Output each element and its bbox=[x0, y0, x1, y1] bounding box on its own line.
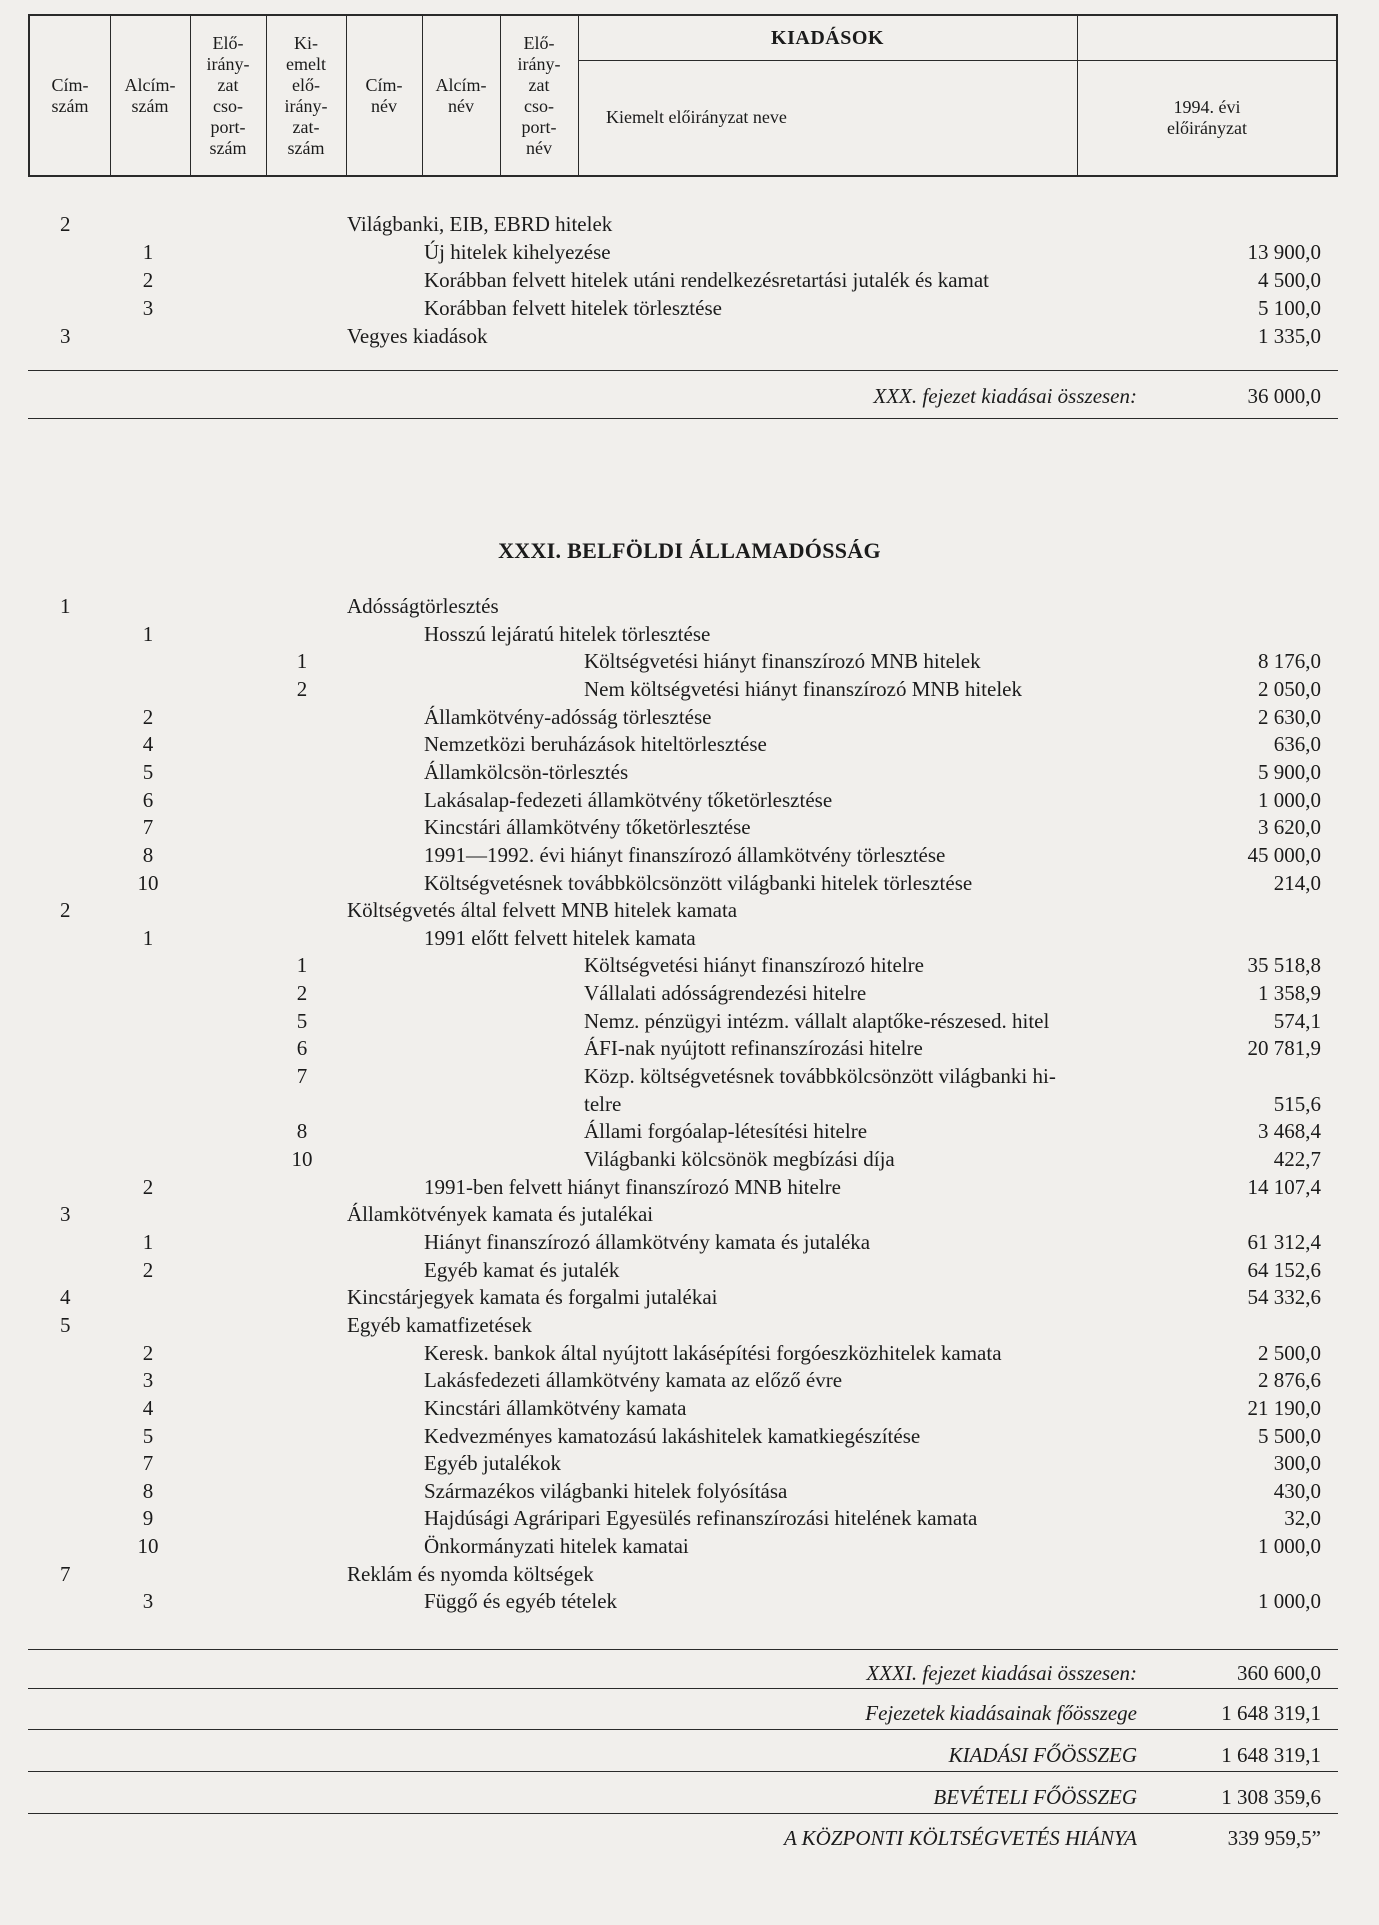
item-amount: 300,0 bbox=[1273, 1451, 1321, 1476]
total-value: 339 959,5” bbox=[1227, 1826, 1321, 1850]
total-row bbox=[0, 1821, 1379, 1855]
table-row bbox=[0, 1422, 1379, 1450]
table-row bbox=[0, 1339, 1379, 1367]
table-row bbox=[0, 1532, 1379, 1560]
alcim-szam: 3 bbox=[142, 1368, 154, 1393]
item-name: Nemz. pénzügyi intézm. vállalt alaptőke-részesed. hitel bbox=[584, 1008, 1050, 1033]
item-amount: 2 500,0 bbox=[1258, 1340, 1321, 1365]
item-name: Költségvetés által felvett MNB hitelek kamata bbox=[347, 898, 738, 923]
table-row bbox=[0, 758, 1379, 786]
item-amount: 61 312,4 bbox=[1247, 1229, 1321, 1254]
item-name: Egyéb kamat és jutalék bbox=[424, 1257, 620, 1282]
header-kiemelt-eloiranyzat-szam bbox=[266, 16, 347, 175]
cim-szam: 3 bbox=[60, 324, 71, 348]
item-name: Korábban felvett hitelek utáni rendelkezésretartási jutalék és kamat bbox=[424, 268, 990, 292]
table-row bbox=[0, 675, 1379, 703]
table-row bbox=[0, 1394, 1379, 1422]
item-name: Egyéb jutalékok bbox=[424, 1451, 562, 1476]
header-alcim-szam-label: Alcím- szám bbox=[124, 74, 176, 116]
total-label: XXXI. fejezet kiadásai összesen: bbox=[866, 1661, 1137, 1685]
alcim-szam: 2 bbox=[142, 1257, 154, 1282]
item-name: telre bbox=[584, 1091, 622, 1116]
item-amount: 3 620,0 bbox=[1258, 815, 1321, 840]
kiemelt-szam: 2 bbox=[296, 676, 308, 701]
item-amount: 2 876,6 bbox=[1258, 1368, 1321, 1393]
item-name: Államkölcsön-törlesztés bbox=[424, 759, 629, 784]
cim-szam: 1 bbox=[60, 594, 71, 618]
header-eloiranyzat-csoport-szam-label: Elő- irány- zat cso- port- szám bbox=[206, 32, 250, 158]
total-value: 1 308 359,6 bbox=[1221, 1785, 1321, 1809]
item-amount: 422,7 bbox=[1273, 1147, 1321, 1171]
item-amount: 54 332,6 bbox=[1247, 1285, 1321, 1310]
totals-rule bbox=[28, 1649, 1338, 1650]
item-amount: 1 000,0 bbox=[1258, 1589, 1321, 1614]
item-amount: 5 900,0 bbox=[1258, 759, 1321, 784]
alcim-szam: 8 bbox=[142, 842, 154, 867]
alcim-szam: 1 bbox=[142, 621, 154, 646]
alcim-szam: 7 bbox=[142, 815, 154, 840]
kiemelt-szam: 8 bbox=[296, 1119, 308, 1144]
total-value: 1 648 319,1 bbox=[1221, 1743, 1321, 1767]
table-row bbox=[0, 951, 1379, 979]
header-cim-szam bbox=[30, 16, 111, 175]
total-label: XXX. fejezet kiadásai összesen: bbox=[873, 384, 1137, 408]
header-evi-eloiranyzat-column bbox=[1078, 16, 1336, 175]
item-name: Állami forgóalap-létesítési hitelre bbox=[584, 1119, 868, 1144]
item-name: Nem költségvetési hiányt finanszírozó MNB hitelek bbox=[584, 676, 1022, 701]
alcim-szam: 6 bbox=[142, 787, 154, 812]
kiemelt-szam: 10 bbox=[291, 1147, 313, 1171]
table-row bbox=[0, 924, 1379, 952]
item-amount: 1 000,0 bbox=[1258, 1534, 1321, 1559]
header-kiemelt-eloiranyzat-szam-label: Ki- emelt elő- irány- zat- szám bbox=[284, 32, 328, 158]
item-amount: 45 000,0 bbox=[1247, 842, 1321, 867]
item-amount: 1 335,0 bbox=[1258, 324, 1321, 348]
item-name: Önkormányzati hitelek kamatai bbox=[424, 1534, 689, 1559]
alcim-szam: 10 bbox=[137, 1534, 159, 1559]
table-row bbox=[0, 1034, 1379, 1062]
total-row bbox=[0, 1780, 1379, 1814]
table-row bbox=[0, 841, 1379, 869]
table-row bbox=[0, 1587, 1379, 1615]
table-row bbox=[0, 592, 1379, 620]
table-row bbox=[0, 703, 1379, 731]
table-row bbox=[0, 1200, 1379, 1228]
total-row bbox=[0, 1696, 1379, 1730]
alcim-szam: 2 bbox=[142, 704, 154, 729]
kiemelt-szam: 1 bbox=[296, 953, 308, 978]
item-amount: 1 000,0 bbox=[1258, 787, 1321, 812]
cim-szam: 3 bbox=[60, 1202, 71, 1227]
item-amount: 20 781,9 bbox=[1247, 1036, 1321, 1061]
item-amount: 430,0 bbox=[1273, 1478, 1321, 1503]
item-amount: 35 518,8 bbox=[1247, 953, 1321, 978]
table-row bbox=[0, 869, 1379, 897]
table-row bbox=[0, 1256, 1379, 1284]
item-amount: 5 500,0 bbox=[1258, 1423, 1321, 1448]
item-amount: 214,0 bbox=[1273, 870, 1321, 895]
table-row bbox=[0, 1449, 1379, 1477]
item-name: 1991-ben felvett hiányt finanszírozó MNB hitelre bbox=[424, 1174, 841, 1199]
item-name: Kedvezményes kamatozású lakáshitelek kamatkiegészítése bbox=[424, 1423, 921, 1448]
rule-after-total30 bbox=[28, 418, 1338, 419]
item-name: Reklám és nyomda költségek bbox=[347, 1561, 594, 1586]
kiemelt-szam: 2 bbox=[296, 981, 308, 1006]
item-name: Költségvetési hiányt finanszírozó MNB hitelek bbox=[584, 649, 981, 674]
table-row bbox=[0, 813, 1379, 841]
item-name: Vállalati adósságrendezési hitelre bbox=[584, 981, 867, 1006]
alcim-szam: 4 bbox=[142, 1395, 154, 1420]
item-amount: 3 468,4 bbox=[1258, 1119, 1321, 1144]
total-label: KIADÁSI FŐÖSSZEG bbox=[948, 1743, 1137, 1767]
item-name: Új hitelek kihelyezése bbox=[424, 240, 611, 264]
header-eloiranyzat-csoport-nev bbox=[500, 16, 579, 175]
table-row bbox=[0, 266, 1379, 294]
column-header-table bbox=[28, 14, 1338, 177]
header-alcim-nev-label: Alcím- név bbox=[435, 74, 487, 116]
table-row bbox=[0, 1560, 1379, 1588]
item-amount: 574,1 bbox=[1273, 1008, 1321, 1033]
item-name: Származékos világbanki hitelek folyósítása bbox=[424, 1478, 788, 1503]
alcim-szam: 8 bbox=[142, 1478, 154, 1503]
item-name: Költségvetésnek továbbkölcsönzött világbanki hitelek törlesztése bbox=[424, 870, 973, 895]
kiemelt-szam: 5 bbox=[296, 1008, 308, 1033]
table-row bbox=[0, 896, 1379, 924]
item-name: Lakásalap-fedezeti államkötvény tőketörlesztése bbox=[424, 787, 833, 812]
alcim-szam: 2 bbox=[142, 1340, 154, 1365]
header-evi-blank bbox=[1078, 16, 1336, 61]
total-label: BEVÉTELI FŐÖSSZEG bbox=[933, 1785, 1137, 1809]
alcim-szam: 10 bbox=[137, 870, 159, 895]
item-name: Lakásfedezeti államkötvény kamata az előző évre bbox=[424, 1368, 843, 1393]
kiemelt-szam: 7 bbox=[296, 1064, 308, 1089]
item-amount: 13 900,0 bbox=[1247, 240, 1321, 264]
cim-szam: 2 bbox=[60, 212, 71, 236]
header-eloiranyzat-csoport-szam bbox=[190, 16, 267, 175]
item-name: Keresk. bankok által nyújtott lakásépítési forgóeszközhitelek kamata bbox=[424, 1340, 1002, 1365]
table-row bbox=[0, 294, 1379, 322]
table-row bbox=[0, 1228, 1379, 1256]
table-row bbox=[0, 322, 1379, 350]
item-name: 1991 előtt felvett hitelek kamata bbox=[424, 925, 696, 950]
kiemelt-szam: 1 bbox=[296, 649, 308, 674]
item-amount: 2 050,0 bbox=[1258, 676, 1321, 701]
alcim-szam: 7 bbox=[142, 1451, 154, 1476]
total-row bbox=[0, 1738, 1379, 1772]
header-eloiranyzat-csoport-nev-label: Elő- irány- zat cso- port- név bbox=[517, 32, 561, 158]
total-row-30 bbox=[0, 379, 1379, 413]
item-name: Kincstárjegyek kamata és forgalmi jutalékai bbox=[347, 1285, 718, 1310]
item-name: 1991—1992. évi hiányt finanszírozó államkötvény törlesztése bbox=[424, 842, 946, 867]
alcim-szam: 2 bbox=[142, 268, 154, 292]
alcim-szam: 1 bbox=[142, 1229, 154, 1254]
cim-szam: 5 bbox=[60, 1312, 71, 1337]
item-amount: 636,0 bbox=[1273, 732, 1321, 757]
table-row bbox=[0, 979, 1379, 1007]
item-amount: 515,6 bbox=[1273, 1091, 1321, 1116]
alcim-szam: 1 bbox=[142, 240, 154, 264]
total-label: A KÖZPONTI KÖLTSÉGVETÉS HIÁNYA bbox=[783, 1826, 1137, 1850]
alcim-szam: 1 bbox=[142, 925, 154, 950]
alcim-szam: 3 bbox=[142, 296, 154, 320]
header-evi-eloiranyzat: 1994. évi előirányzat bbox=[1167, 96, 1247, 138]
header-cim-szam-label: Cím- szám bbox=[51, 74, 89, 116]
cim-szam: 2 bbox=[60, 898, 71, 923]
total-value: 36 000,0 bbox=[1247, 384, 1321, 408]
kiemelt-szam: 6 bbox=[296, 1036, 308, 1061]
table-row bbox=[0, 1090, 1379, 1118]
table-row bbox=[0, 1477, 1379, 1505]
table-row bbox=[0, 1117, 1379, 1145]
alcim-szam: 5 bbox=[142, 1423, 154, 1448]
table-row bbox=[0, 1145, 1379, 1173]
item-amount: 1 358,9 bbox=[1258, 981, 1321, 1006]
cim-szam: 7 bbox=[60, 1561, 71, 1586]
header-cim-nev bbox=[346, 16, 423, 175]
header-cim-nev-label: Cím- név bbox=[365, 74, 403, 116]
table-row bbox=[0, 1311, 1379, 1339]
alcim-szam: 4 bbox=[142, 732, 154, 757]
item-name: Vegyes kiadások bbox=[347, 324, 488, 348]
item-amount: 64 152,6 bbox=[1247, 1257, 1321, 1282]
header-alcim-szam bbox=[110, 16, 191, 175]
item-name: ÁFI-nak nyújtott refinanszírozási hitelre bbox=[584, 1036, 923, 1061]
item-amount: 4 500,0 bbox=[1258, 268, 1321, 292]
section-title: XXXI. BELFÖLDI ÁLLAMADÓSSÁG bbox=[498, 538, 881, 563]
cim-szam: 4 bbox=[60, 1285, 71, 1310]
item-name: Hosszú lejáratú hitelek törlesztése bbox=[424, 621, 711, 646]
total-label: Fejezetek kiadásainak főösszege bbox=[865, 1701, 1137, 1725]
item-name: Kincstári államkötvény kamata bbox=[424, 1395, 687, 1420]
item-name: Adósságtörlesztés bbox=[347, 594, 499, 618]
table-row bbox=[0, 730, 1379, 758]
item-amount: 2 630,0 bbox=[1258, 704, 1321, 729]
item-name: Egyéb kamatfizetések bbox=[347, 1312, 532, 1337]
header-kiadasok: KIADÁSOK bbox=[578, 16, 1078, 61]
table-row bbox=[0, 1173, 1379, 1201]
table-row bbox=[0, 620, 1379, 648]
table-row bbox=[0, 210, 1379, 238]
alcim-szam: 5 bbox=[142, 759, 154, 784]
alcim-szam: 2 bbox=[142, 1174, 154, 1199]
item-name: Államkötvények kamata és jutalékai bbox=[347, 1202, 654, 1227]
total-value: 360 600,0 bbox=[1237, 1661, 1321, 1685]
total-value: 1 648 319,1 bbox=[1221, 1701, 1321, 1725]
item-name: Államkötvény-adósság törlesztése bbox=[424, 704, 712, 729]
item-name: Közp. költségvetésnek továbbkölcsönzött világbanki hi- bbox=[584, 1064, 1056, 1089]
table-row bbox=[0, 1504, 1379, 1532]
table-row bbox=[0, 786, 1379, 814]
rule-before-total30 bbox=[28, 370, 1338, 371]
item-amount: 8 176,0 bbox=[1258, 649, 1321, 674]
item-name: Hajdúsági Agráripari Egyesülés refinanszírozási hitelének kamata bbox=[424, 1506, 978, 1531]
header-kiemelt-eloiranyzat-neve: Kiemelt előirányzat neve bbox=[578, 60, 1078, 175]
table-row bbox=[0, 1366, 1379, 1394]
total-row bbox=[0, 1656, 1379, 1690]
item-name: Kincstári államkötvény tőketörlesztése bbox=[424, 815, 751, 840]
item-amount: 21 190,0 bbox=[1247, 1395, 1321, 1420]
table-row bbox=[0, 1062, 1379, 1090]
item-name: Nemzetközi beruházások hiteltörlesztése bbox=[424, 732, 767, 757]
item-name: Függő és egyéb tételek bbox=[424, 1589, 618, 1614]
item-amount: 5 100,0 bbox=[1258, 296, 1321, 320]
table-row bbox=[0, 1007, 1379, 1035]
item-amount: 14 107,4 bbox=[1247, 1174, 1321, 1199]
item-name: Hiányt finanszírozó államkötvény kamata és jutaléka bbox=[424, 1229, 871, 1254]
item-name: Világbanki, EIB, EBRD hitelek bbox=[347, 212, 613, 236]
table-row bbox=[0, 1283, 1379, 1311]
item-name: Korábban felvett hitelek törlesztése bbox=[424, 296, 722, 320]
item-name: Világbanki kölcsönök megbízási díja bbox=[584, 1147, 895, 1171]
table-row bbox=[0, 647, 1379, 675]
table-row bbox=[0, 238, 1379, 266]
alcim-szam: 3 bbox=[142, 1589, 154, 1614]
header-alcim-nev bbox=[422, 16, 501, 175]
item-amount: 32,0 bbox=[1284, 1506, 1321, 1531]
alcim-szam: 9 bbox=[142, 1506, 154, 1531]
item-name: Költségvetési hiányt finanszírozó hitelre bbox=[584, 953, 924, 978]
